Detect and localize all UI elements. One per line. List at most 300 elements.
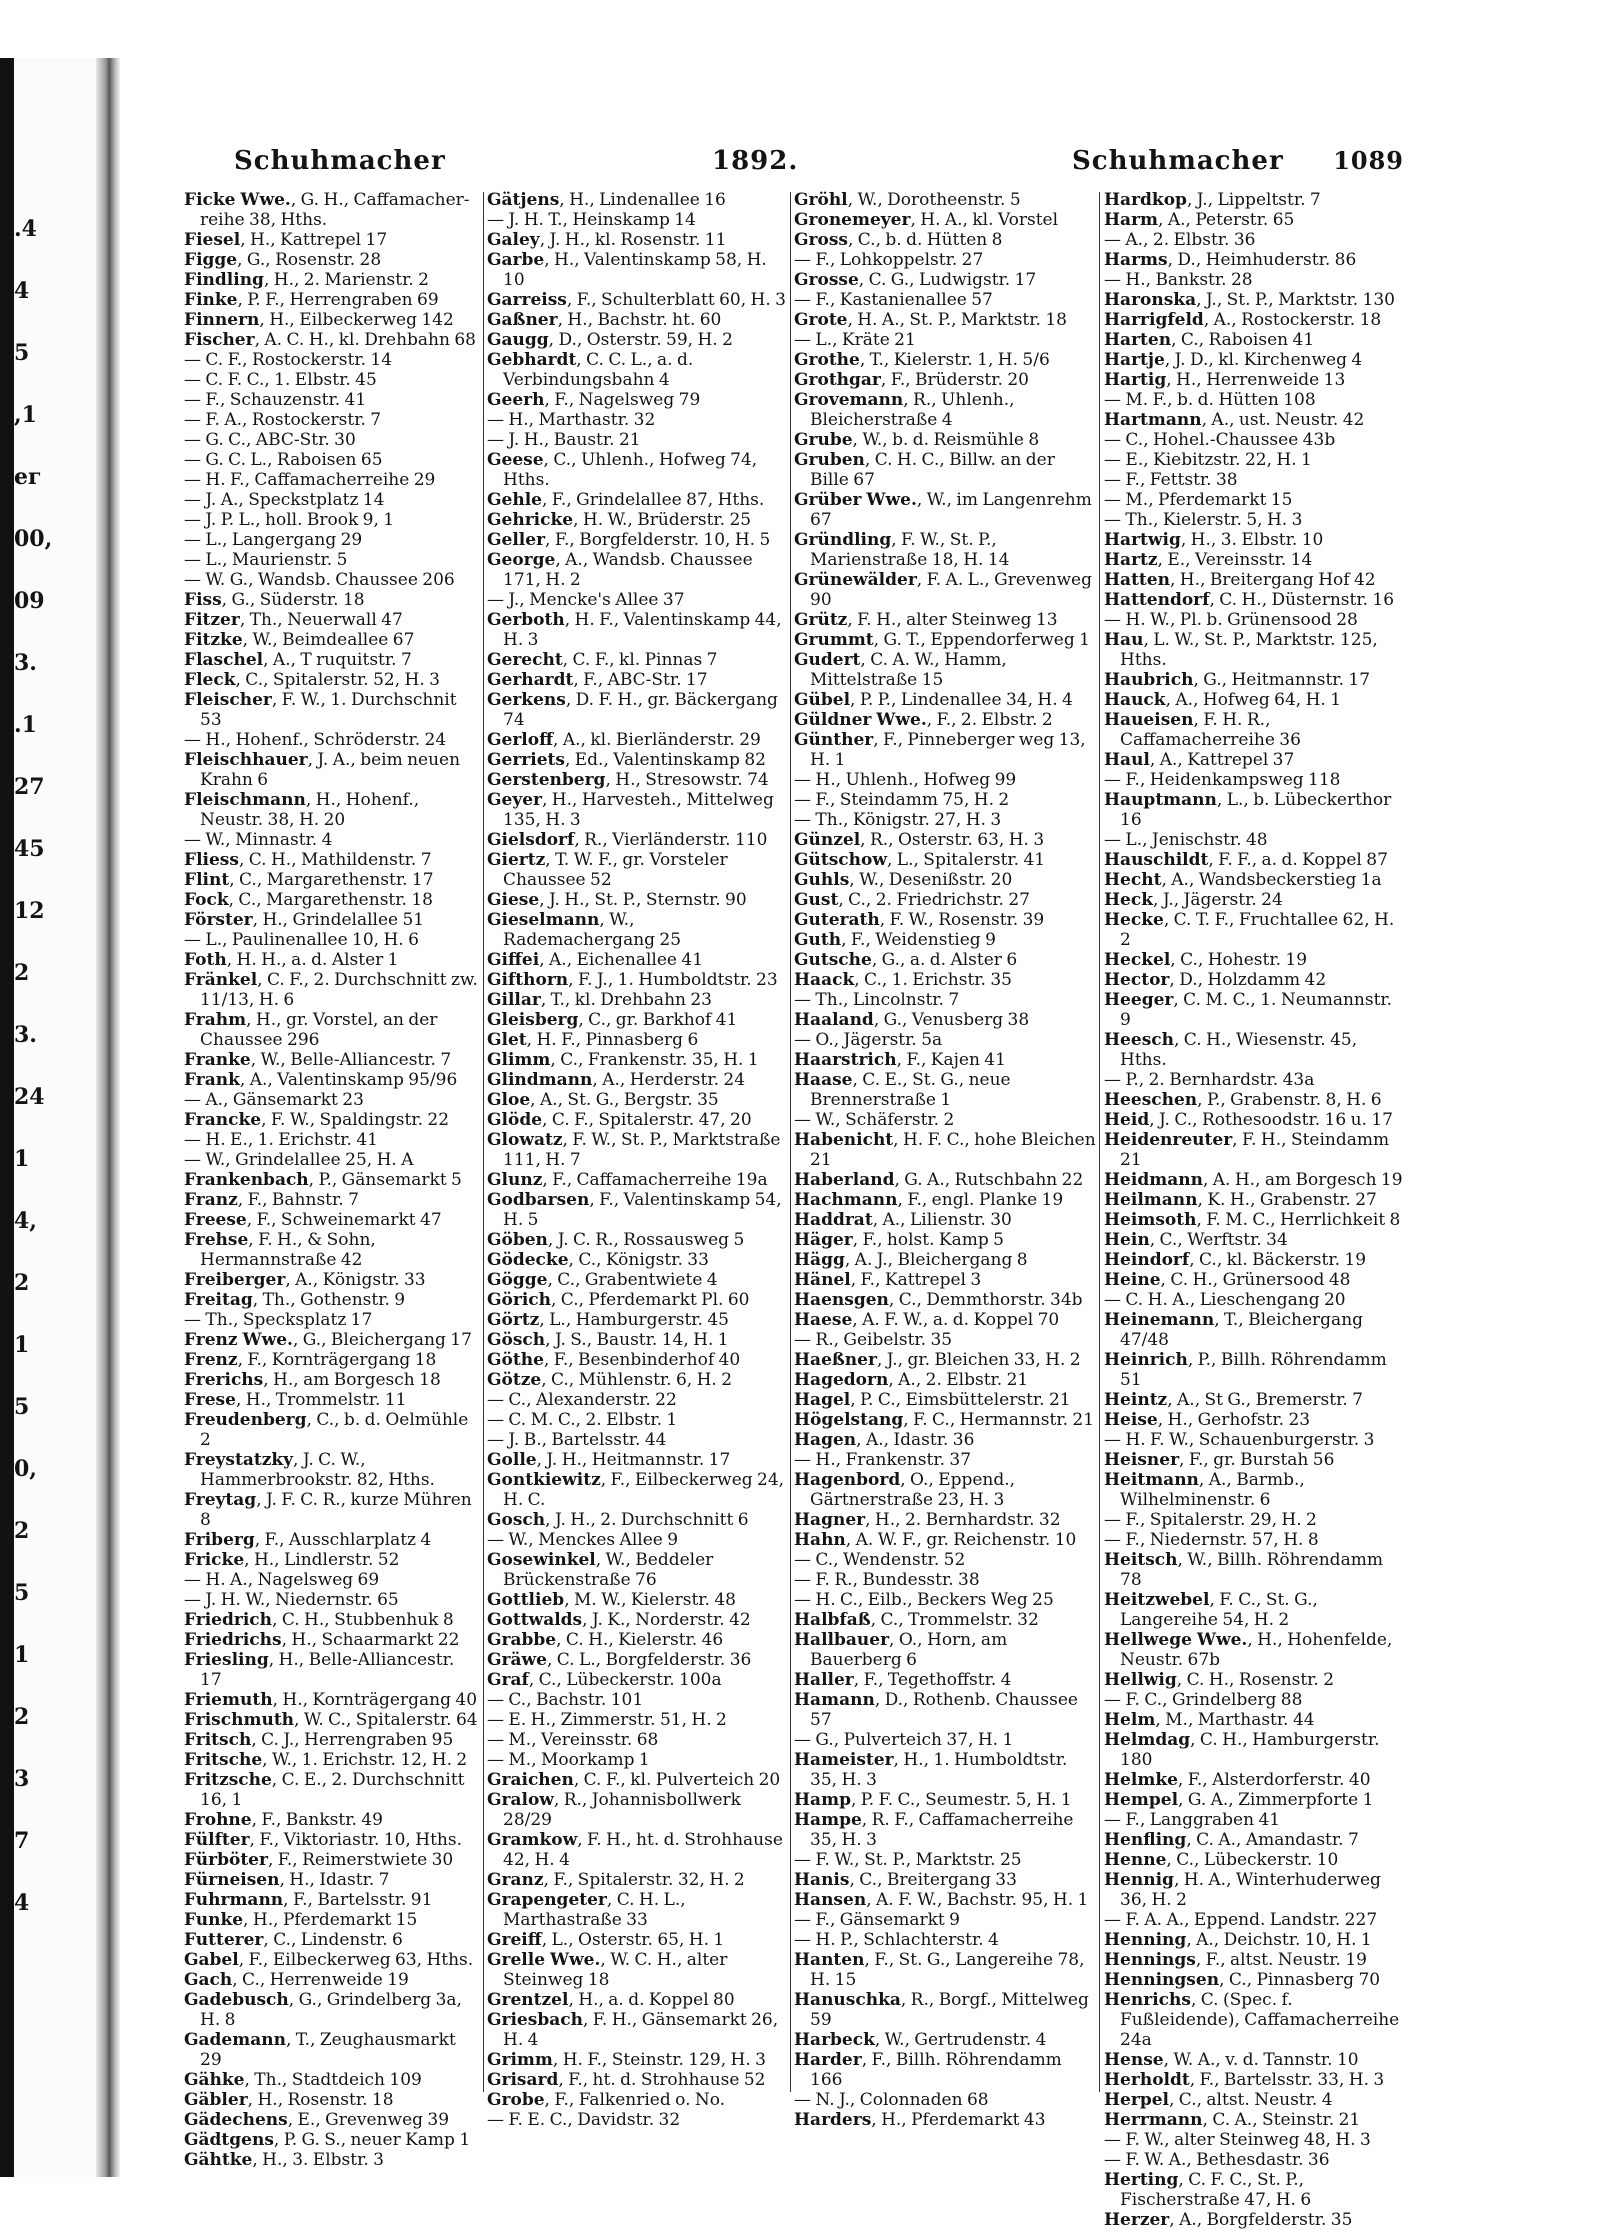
directory-entry: Haberland, G. A., Rutschbahn 22	[794, 1170, 1084, 1190]
directory-entry: Fischer, A. C. H., kl. Drehbahn 68	[184, 330, 476, 350]
directory-entry: — A., 2. Elbstr. 36	[1104, 230, 1256, 250]
directory-entry: Frahm, H., gr. Vorstel, an der Chaussee 296	[184, 1010, 438, 1050]
directory-entry: Hennig, H. A., Winterhuderweg 36, H. 2	[1104, 1870, 1381, 1910]
directory-entry: Grentzel, H., a. d. Koppel 80	[487, 1990, 735, 2010]
directory-entry: — H. F. W., Schauenburgerstr. 3	[1104, 1430, 1375, 1450]
directory-entry: Hartig, H., Herrenweide 13	[1104, 370, 1346, 390]
book-gutter	[96, 58, 120, 2177]
previous-page-fragment: 5	[14, 1394, 30, 1420]
directory-entry: Fritzsche, C. E., 2. Durchschnitt 16, 1	[184, 1770, 465, 1810]
column-rule	[790, 192, 791, 2092]
directory-entry: Heilmann, K. H., Grabenstr. 27	[1104, 1190, 1377, 1210]
directory-entry: Gerkens, D. F. H., gr. Bäckergang 74	[487, 690, 778, 730]
directory-entry: Glindmann, A., Herderstr. 24	[487, 1070, 746, 1090]
previous-page-fragment: 3	[14, 1766, 30, 1792]
previous-page-fragment: 45	[14, 836, 45, 862]
directory-entry: Hardkop, J., Lippeltstr. 7	[1104, 190, 1321, 210]
directory-entry: Hartwig, H., 3. Elbstr. 10	[1104, 530, 1324, 550]
directory-entry: Hägg, A. J., Bleichergang 8	[794, 1250, 1028, 1270]
directory-entry: Harms, D., Heimhuderstr. 86	[1104, 250, 1357, 270]
directory-entry: — N. J., Colonnaden 68	[794, 2090, 989, 2110]
directory-entry: Fürneisen, H., Idastr. 7	[184, 1870, 390, 1890]
column-rule	[1099, 192, 1100, 2092]
previous-page-fragment: 2	[14, 1518, 30, 1544]
directory-entry: — M. F., b. d. Hütten 108	[1104, 390, 1316, 410]
directory-entry: — G. C. L., Raboisen 65	[184, 450, 383, 470]
previous-page-fragment: 2	[14, 960, 30, 986]
previous-page-fragment: 3.	[14, 650, 37, 676]
previous-page-fragment: 5	[14, 340, 30, 366]
directory-entry: Haubrich, G., Heitmannstr. 17	[1104, 670, 1371, 690]
directory-page	[122, 92, 1420, 2230]
directory-entry: Hempel, G. A., Zimmerpforte 1	[1104, 1790, 1374, 1810]
directory-entry: Graichen, C. F., kl. Pulverteich 20	[487, 1770, 781, 1790]
directory-entry: — L., Jenischstr. 48	[1104, 830, 1268, 850]
previous-page-fragment: 2	[14, 1270, 30, 1296]
directory-entry: Golle, J. H., Heitmannstr. 17	[487, 1450, 731, 1470]
directory-entry: Franz, F., Bahnstr. 7	[184, 1190, 359, 1210]
previous-page-fragment: 3.	[14, 1022, 37, 1048]
directory-entry: Gadebusch, G., Grindelberg 3a, H. 8	[184, 1990, 462, 2030]
directory-entry: — F., Steindamm 75, H. 2	[794, 790, 1010, 810]
directory-entry: Figge, G., Rosenstr. 28	[184, 250, 382, 270]
directory-entry: — M., Moorkamp 1	[487, 1750, 650, 1770]
previous-page-fragment: 24	[14, 1084, 45, 1110]
directory-entry: Gerloff, A., kl. Bierländerstr. 29	[487, 730, 761, 750]
directory-entry: Hagner, H., 2. Bernhardstr. 32	[794, 1510, 1061, 1530]
directory-entry: Gädtgens, P. G. S., neuer Kamp 1	[184, 2130, 471, 2150]
directory-entry: Henrichs, C. (Spec. f. Fußleidende), Caffamacherreihe 24a	[1104, 1990, 1400, 2050]
directory-entry: Hattendorf, C. H., Düsternstr. 16	[1104, 590, 1395, 610]
directory-entry: — L., Maurienstr. 5	[184, 550, 348, 570]
directory-entry: Gebhardt, C. C. L., a. d. Verbindungsbahn 4	[487, 350, 694, 390]
directory-entry: — W., Schäferstr. 2	[794, 1110, 955, 1130]
directory-entry: Gontkiewitz, F., Eilbeckerweg 24, H. C.	[487, 1470, 785, 1510]
directory-entry: Frerichs, H., am Borgesch 18	[184, 1370, 441, 1390]
directory-entry: Friedrich, C. H., Stubbenhuk 8	[184, 1610, 454, 1630]
directory-entry: Heindorf, C., kl. Bäckerstr. 19	[1104, 1250, 1367, 1270]
directory-entry: Güldner Wwe., F., 2. Elbstr. 2	[794, 710, 1053, 730]
directory-entry: — W., Grindelallee 25, H. A	[184, 1150, 414, 1170]
directory-entry: Freitag, Th., Gothenstr. 9	[184, 1290, 406, 1310]
directory-entry: Fürböter, F., Reimerstwiete 30	[184, 1850, 454, 1870]
directory-entry: — H., Hohenf., Schröderstr. 24	[184, 730, 447, 750]
directory-entry: Förster, H., Grindelallee 51	[184, 910, 425, 930]
directory-entry: Hein, C., Werftstr. 34	[1104, 1230, 1288, 1250]
directory-entry: Heine, C. H., Grünersood 48	[1104, 1270, 1351, 1290]
directory-entry: Heise, H., Gerhofstr. 23	[1104, 1410, 1311, 1430]
directory-entry: Frankenbach, P., Gänsemarkt 5	[184, 1170, 462, 1190]
directory-entry: — H., Bankstr. 28	[1104, 270, 1253, 290]
directory-entry: Frank, A., Valentinskamp 95/96	[184, 1070, 458, 1090]
directory-entry: Hagedorn, A., 2. Elbstr. 21	[794, 1370, 1029, 1390]
directory-entry: Haul, A., Kattrepel 37	[1104, 750, 1295, 770]
directory-entry: Frenz Wwe., G., Bleichergang 17	[184, 1330, 472, 1350]
directory-entry: Gillar, T., kl. Drehbahn 23	[487, 990, 712, 1010]
directory-entry: Gielsdorf, R., Vierländerstr. 110	[487, 830, 768, 850]
directory-entry: Fritsche, W., 1. Erichstr. 12, H. 2	[184, 1750, 468, 1770]
directory-entry: — J. H., Baustr. 21	[487, 430, 641, 450]
column-2	[487, 190, 787, 2130]
directory-entry: Glet, H. F., Pinnasberg 6	[487, 1030, 699, 1050]
directory-entry: — E. H., Zimmerstr. 51, H. 2	[487, 1710, 727, 1730]
directory-entry: Herpel, C., altst. Neustr. 4	[1104, 2090, 1333, 2110]
header-right-title: Schuhmacher	[1072, 146, 1284, 176]
directory-entry: Hallbauer, O., Horn, am Bauerberg 6	[794, 1630, 1008, 1670]
directory-entry: Heintz, A., St G., Bremerstr. 7	[1104, 1390, 1363, 1410]
directory-entry: Gösch, J. S., Baustr. 14, H. 1	[487, 1330, 729, 1350]
directory-entry: — O., Jägerstr. 5a	[794, 1030, 943, 1050]
directory-entry: Hau, L. W., St. P., Marktstr. 125, Hths.	[1104, 630, 1378, 670]
directory-entry: Herholdt, F., Bartelsstr. 33, H. 3	[1104, 2070, 1385, 2090]
directory-entry: — J. P. L., holl. Brook 9, 1	[184, 510, 395, 530]
directory-entry: Fiss, G., Süderstr. 18	[184, 590, 365, 610]
directory-entry: — E., Kiebitzstr. 22, H. 1	[1104, 450, 1312, 470]
directory-entry: Fleck, C., Spitalerstr. 52, H. 3	[184, 670, 440, 690]
directory-entry: Haddrat, A., Lilienstr. 30	[794, 1210, 1012, 1230]
directory-entry: Heck, J., Jägerstr. 24	[1104, 890, 1283, 910]
directory-entry: — M., Vereinsstr. 68	[487, 1730, 659, 1750]
previous-page-fragment: 5	[14, 1580, 30, 1606]
previous-page-fragment: 09	[14, 588, 45, 614]
directory-entry: Gross, C., b. d. Hütten 8	[794, 230, 1003, 250]
directory-entry: Gruben, C. H. C., Billw. an der Bille 67	[794, 450, 1055, 490]
directory-entry: Heeger, C. M. C., 1. Neumannstr. 9	[1104, 990, 1393, 1030]
directory-entry: Gründling, F. W., St. P., Marienstraße 18, H. 14	[794, 530, 1010, 570]
directory-entry: — C., Hohel.-Chaussee 43b	[1104, 430, 1336, 450]
directory-entry: Haack, C., 1. Erichstr. 35	[794, 970, 1012, 990]
directory-entry: Friesling, H., Belle-Alliancestr. 17	[184, 1650, 455, 1690]
directory-entry: Fitzer, Th., Neuerwall 47	[184, 610, 403, 630]
directory-entry: Giertz, T. W. F., gr. Vorsteler Chaussee 52	[487, 850, 728, 890]
directory-entry: Flint, C., Margarethenstr. 17	[184, 870, 434, 890]
directory-entry: Hänel, F., Kattrepel 3	[794, 1270, 982, 1290]
directory-entry: Geller, F., Borgfelderstr. 10, H. 5	[487, 530, 771, 550]
directory-entry: Grütz, F. H., alter Steinweg 13	[794, 610, 1058, 630]
directory-entry: Grelle Wwe., W. C. H., alter Steinweg 18	[487, 1950, 728, 1990]
directory-entry: Gerriets, Ed., Valentinskamp 82	[487, 750, 766, 770]
directory-entry: — C., Alexanderstr. 22	[487, 1390, 677, 1410]
previous-page-fragment: 27	[14, 774, 45, 800]
directory-entry: Grabbe, C. H., Kielerstr. 46	[487, 1630, 724, 1650]
directory-entry: Guhls, W., Desenißstr. 20	[794, 870, 1013, 890]
previous-page-fragment: .4	[14, 216, 37, 242]
directory-entry: Gosch, J. H., 2. Durchschnitt 6	[487, 1510, 749, 1530]
directory-entry: — L., Kräte 21	[794, 330, 916, 350]
directory-entry: Habenicht, H. F. C., hohe Bleichen 21	[794, 1130, 1096, 1170]
column-rule	[483, 192, 484, 2092]
directory-entry: — G. C., ABC-Str. 30	[184, 430, 356, 450]
directory-entry: — C. F., Rostockerstr. 14	[184, 350, 393, 370]
directory-entry: — H. F., Caffamacherreihe 29	[184, 470, 436, 490]
directory-entry: Friemuth, H., Kornträgergang 40	[184, 1690, 478, 1710]
directory-entry: — J. H. T., Heinskamp 14	[487, 210, 696, 230]
directory-entry: — F., Gänsemarkt 9	[794, 1910, 960, 1930]
directory-entry: — F., Niedernstr. 57, H. 8	[1104, 1530, 1319, 1550]
directory-entry: Grapengeter, C. H. L., Marthastraße 33	[487, 1890, 686, 1930]
directory-entry: — J., Mencke's Allee 37	[487, 590, 685, 610]
directory-entry: Heimsoth, F. M. C., Herrlichkeit 8	[1104, 1210, 1401, 1230]
directory-entry: Gögge, C., Grabentwiete 4	[487, 1270, 718, 1290]
directory-entry: Hecke, C. T. F., Fruchtallee 62, H. 2	[1104, 910, 1395, 950]
directory-entry: — H. C., Eilb., Beckers Weg 25	[794, 1590, 1054, 1610]
directory-entry: Harten, C., Raboisen 41	[1104, 330, 1315, 350]
directory-entry: Finnern, H., Eilbeckerweg 142	[184, 310, 454, 330]
directory-entry: Hagen, A., Idastr. 36	[794, 1430, 975, 1450]
directory-entry: Guterath, F. W., Rosenstr. 39	[794, 910, 1045, 930]
directory-entry: Finke, P. F., Herrengraben 69	[184, 290, 439, 310]
directory-entry: Heckel, C., Hohestr. 19	[1104, 950, 1308, 970]
directory-entry: Hartz, E., Vereinsstr. 14	[1104, 550, 1313, 570]
directory-entry: Fritsch, C. J., Herrengraben 95	[184, 1730, 454, 1750]
directory-entry: Gehricke, H. W., Brüderstr. 25	[487, 510, 752, 530]
directory-entry: Gaßner, H., Bachstr. ht. 60	[487, 310, 722, 330]
directory-entry: Gräwe, C. L., Borgfelderstr. 36	[487, 1650, 752, 1670]
directory-entry: Gödecke, C., Königstr. 33	[487, 1250, 709, 1270]
directory-entry: Griesbach, F. H., Gänsemarkt 26, H. 4	[487, 2010, 779, 2050]
header-year: 1892.	[712, 146, 799, 176]
directory-entry: Gach, C., Herrenweide 19	[184, 1970, 409, 1990]
directory-entry: — Th., Lincolnstr. 7	[794, 990, 960, 1010]
directory-entry: Hanten, F., St. G., Langereihe 78, H. 15	[794, 1950, 1085, 1990]
directory-entry: Hatten, H., Breitergang Hof 42	[1104, 570, 1376, 590]
directory-entry: — C., Bachstr. 101	[487, 1690, 644, 1710]
directory-entry: Harbeck, W., Gertrudenstr. 4	[794, 2030, 1047, 2050]
directory-entry: Freytag, J. F. C. R., kurze Mühren 8	[184, 1490, 472, 1530]
directory-entry: Glimm, C., Frankenstr. 35, H. 1	[487, 1050, 759, 1070]
directory-entry: Hagel, P. C., Eimsbüttelerstr. 21	[794, 1390, 1071, 1410]
directory-entry: — F., Heidenkampsweg 118	[1104, 770, 1341, 790]
page-margin-right	[1420, 92, 1600, 2177]
directory-entry: Grote, H. A., St. P., Marktstr. 18	[794, 310, 1067, 330]
directory-entry: — F., Schauzenstr. 41	[184, 390, 367, 410]
directory-entry: Grüber Wwe., W., im Langenrehm 67	[794, 490, 1092, 530]
directory-entry: Görtz, L., Hamburgerstr. 45	[487, 1310, 729, 1330]
directory-entry: Heitzwebel, F. C., St. G., Langereihe 54, H. 2	[1104, 1590, 1318, 1630]
directory-entry: — C. M. C., 2. Elbstr. 1	[487, 1410, 678, 1430]
directory-entry: Gerhardt, F., ABC-Str. 17	[487, 670, 708, 690]
previous-page-fragment: ег	[14, 464, 42, 490]
directory-entry: Ficke Wwe., G. H., Caffamacher-reihe 38, Hths.	[184, 190, 470, 230]
directory-entry: Gabel, F., Eilbeckerweg 63, Hths.	[184, 1950, 474, 1970]
directory-entry: Garbe, H., Valentinskamp 58, H. 10	[487, 250, 767, 290]
previous-page-fragment: .1	[14, 712, 37, 738]
directory-entry: Hagenbord, O., Eppend., Gärtnerstraße 23, H. 3	[794, 1470, 1016, 1510]
column-1	[184, 190, 480, 2170]
directory-entry: Hauck, A., Hofweg 64, H. 1	[1104, 690, 1342, 710]
directory-entry: — H., Frankenstr. 37	[794, 1450, 972, 1470]
directory-entry: Granz, F., Spitalerstr. 32, H. 2	[487, 1870, 745, 1890]
directory-entry: Hector, D., Holzdamm 42	[1104, 970, 1327, 990]
directory-entry: Grisard, F., ht. d. Strohhause 52	[487, 2070, 766, 2090]
directory-entry: Freiberger, A., Königstr. 33	[184, 1270, 426, 1290]
directory-entry: — L., Paulinenallee 10, H. 6	[184, 930, 419, 950]
directory-entry: Hennings, F., altst. Neustr. 19	[1104, 1950, 1367, 1970]
previous-page-fragment: 4	[14, 1890, 30, 1916]
directory-entry: Funke, H., Pferdemarkt 15	[184, 1910, 418, 1930]
directory-entry: Hellwig, C. H., Rosenstr. 2	[1104, 1670, 1335, 1690]
running-header	[182, 146, 1404, 186]
directory-entry: — H. E., 1. Erichstr. 41	[184, 1130, 378, 1150]
directory-entry: — H., Uhlenh., Hofweg 99	[794, 770, 1017, 790]
directory-entry: — H. W., Pl. b. Grünensood 28	[1104, 610, 1358, 630]
directory-entry: — W., Minnastr. 4	[184, 830, 333, 850]
directory-entry: — F., Lohkoppelstr. 27	[794, 250, 984, 270]
directory-entry: Heinrich, P., Billh. Röhrendamm 51	[1104, 1350, 1387, 1390]
directory-entry: Fuhrmann, F., Bartelsstr. 91	[184, 1890, 433, 1910]
directory-entry: Gähke, Th., Stadtdeich 109	[184, 2070, 422, 2090]
directory-entry: Friberg, F., Ausschlarplatz 4	[184, 1530, 432, 1550]
page-number: 1089	[1333, 146, 1404, 175]
directory-entry: Heidenreuter, F. H., Steindamm 21	[1104, 1130, 1390, 1170]
directory-entry: Freudenberg, C., b. d. Oelmühle 2	[184, 1410, 469, 1450]
directory-entry: Hauptmann, L., b. Lübeckerthor 16	[1104, 790, 1392, 830]
directory-entry: — G., Pulverteich 37, H. 1	[794, 1730, 1014, 1750]
directory-entry: Frehse, F. H., & Sohn, Hermannstraße 42	[184, 1230, 376, 1270]
directory-entry: — M., Pferdemarkt 15	[1104, 490, 1293, 510]
directory-entry: Harders, H., Pferdemarkt 43	[794, 2110, 1046, 2130]
directory-entry: Grube, W., b. d. Reismühle 8	[794, 430, 1040, 450]
directory-entry: — F., Kastanienallee 57	[794, 290, 993, 310]
directory-entry: Göben, J. C. R., Rossausweg 5	[487, 1230, 745, 1250]
directory-entry: Hartje, J. D., kl. Kirchenweg 4	[1104, 350, 1363, 370]
directory-entry: Gehle, F., Grindelallee 87, Hths.	[487, 490, 765, 510]
directory-entry: — L., Langergang 29	[184, 530, 363, 550]
directory-entry: Frischmuth, W. C., Spitalerstr. 64	[184, 1710, 478, 1730]
directory-entry: Gieselmann, W., Rademachergang 25	[487, 910, 682, 950]
directory-entry: Herrmann, C. A., Steinstr. 21	[1104, 2110, 1361, 2130]
directory-entry: Heisner, F., gr. Burstah 56	[1104, 1450, 1335, 1470]
directory-entry: — F. W., St. P., Marktstr. 25	[794, 1850, 1022, 1870]
directory-entry: Hauschildt, F. F., a. d. Koppel 87	[1104, 850, 1388, 870]
directory-entry: — F. W. A., Bethesdastr. 36	[1104, 2150, 1330, 2170]
column-4	[1104, 190, 1406, 2230]
directory-entry: — F. A., Rostockerstr. 7	[184, 410, 382, 430]
directory-entry: — Th., Kielerstr. 5, H. 3	[1104, 510, 1303, 530]
directory-entry: — H. A., Nagelsweg 69	[184, 1570, 380, 1590]
header-left-title: Schuhmacher	[234, 146, 446, 176]
directory-entry: Gerstenberg, H., Stresowstr. 74	[487, 770, 769, 790]
directory-entry: Guth, F., Weidenstieg 9	[794, 930, 996, 950]
directory-entry: Helmke, F., Alsterdorferstr. 40	[1104, 1770, 1371, 1790]
directory-entry: Frenz, F., Kornträgergang 18	[184, 1350, 437, 1370]
directory-entry: Geerh, F., Nagelsweg 79	[487, 390, 701, 410]
directory-entry: Görich, C., Pferdemarkt Pl. 60	[487, 1290, 750, 1310]
directory-entry: Hansen, A. F. W., Bachstr. 95, H. 1	[794, 1890, 1089, 1910]
previous-page-fragment: 00,	[14, 526, 53, 552]
directory-entry: Henne, C., Lübeckerstr. 10	[1104, 1850, 1339, 1870]
directory-entry: Fiesel, H., Kattrepel 17	[184, 230, 388, 250]
directory-entry: Greiff, L., Osterstr. 65, H. 1	[487, 1930, 725, 1950]
directory-entry: Gademann, T., Zeughausmarkt 29	[184, 2030, 456, 2070]
directory-entry: Godbarsen, F., Valentinskamp 54, H. 5	[487, 1190, 782, 1230]
directory-entry: Garreiss, F., Schulterblatt 60, H. 3	[487, 290, 786, 310]
directory-entry: Gudert, C. A. W., Hamm, Mittelstraße 15	[794, 650, 1007, 690]
directory-entry: Grummt, G. T., Eppendorferweg 1	[794, 630, 1090, 650]
directory-entry: Herting, C. F. C., St. P., Fischerstraße 47, H. 6	[1104, 2170, 1312, 2210]
directory-entry: Fock, C., Margarethenstr. 18	[184, 890, 433, 910]
directory-entry: Göthe, F., Besenbinderhof 40	[487, 1350, 741, 1370]
directory-entry: Fliess, C. H., Mathildenstr. 7	[184, 850, 432, 870]
directory-entry: Freese, F., Schweinemarkt 47	[184, 1210, 442, 1230]
directory-entry: Gronemeyer, H. A., kl. Vorstel	[794, 210, 1059, 230]
directory-entry: Fleischhauer, J. A., beim neuen Krahn 6	[184, 750, 461, 790]
previous-page-fragment: 4	[14, 278, 30, 304]
directory-entry: Gutsche, G., a. d. Alster 6	[794, 950, 1018, 970]
directory-entry: — F., Fettstr. 38	[1104, 470, 1238, 490]
directory-entry: — F. C., Grindelberg 88	[1104, 1690, 1303, 1710]
directory-entry: Harrigfeld, A., Rostockerstr. 18	[1104, 310, 1382, 330]
directory-entry: Heidmann, A. H., am Borgesch 19	[1104, 1170, 1403, 1190]
directory-entry: Grünewälder, F. A. L., Grevenweg 90	[794, 570, 1093, 610]
directory-entry: — F. W., alter Steinweg 48, H. 3	[1104, 2130, 1371, 2150]
directory-entry: Hartmann, A., ust. Neustr. 42	[1104, 410, 1365, 430]
directory-entry: — C., Wendenstr. 52	[794, 1550, 966, 1570]
previous-page-fragment: 1	[14, 1642, 30, 1668]
directory-entry: Gleisberg, C., gr. Barkhof 41	[487, 1010, 738, 1030]
directory-entry: Grobe, F., Falkenried o. No.	[487, 2090, 726, 2110]
directory-entry: Haase, C. E., St. G., neue Brennerstraße 1	[794, 1070, 1011, 1110]
directory-entry: — A., Gänsemarkt 23	[184, 1090, 364, 1110]
directory-entry: Hamp, P. F. C., Seumestr. 5, H. 1	[794, 1790, 1072, 1810]
directory-entry: Gramkow, F. H., ht. d. Strohhause 42, H. 4	[487, 1830, 783, 1870]
directory-entry: Heinemann, T., Bleichergang 47/48	[1104, 1310, 1364, 1350]
directory-entry: Haese, A. F. W., a. d. Koppel 70	[794, 1310, 1060, 1330]
directory-entry: Grimm, H. F., Steinstr. 129, H. 3	[487, 2050, 766, 2070]
directory-entry: Henfling, C. A., Amandastr. 7	[1104, 1830, 1359, 1850]
directory-entry: — J. H. W., Niedernstr. 65	[184, 1590, 399, 1610]
directory-entry: Hanuschka, R., Borgf., Mittelweg 59	[794, 1990, 1089, 2030]
previous-page-fragment: 12	[14, 898, 45, 924]
directory-entry: — H., Marthastr. 32	[487, 410, 656, 430]
previous-page-fragment: 1	[14, 1146, 30, 1172]
directory-entry: Frohne, F., Bankstr. 49	[184, 1810, 383, 1830]
directory-entry: Giese, J. H., St. P., Sternstr. 90	[487, 890, 747, 910]
directory-entry: Hanis, C., Breitergang 33	[794, 1870, 1017, 1890]
directory-entry: Gädechens, E., Grevenweg 39	[184, 2110, 450, 2130]
directory-entry: — W., Menckes Allee 9	[487, 1530, 679, 1550]
previous-page-fragment: 2	[14, 1704, 30, 1730]
directory-entry: Hampe, R. F., Caffamacherreihe 35, H. 3	[794, 1810, 1074, 1850]
directory-entry: — C. H. A., Lieschengang 20	[1104, 1290, 1346, 1310]
directory-entry: Gätjens, H., Lindenallee 16	[487, 190, 726, 210]
directory-entry: Findling, H., 2. Marienstr. 2	[184, 270, 429, 290]
directory-entry: — W. G., Wandsb. Chaussee 206	[184, 570, 455, 590]
directory-entry: Hecht, A., Wandsbeckerstieg 1a	[1104, 870, 1382, 890]
directory-entry: Heitmann, A., Barmb., Wilhelminenstr. 6	[1104, 1470, 1305, 1510]
directory-entry: Gralow, R., Johannisbollwerk 28/29	[487, 1790, 741, 1830]
directory-entry: Glowatz, F. W., St. P., Marktstraße 111, H. 7	[487, 1130, 781, 1170]
directory-entry: Haeßner, J., gr. Bleichen 33, H. 2	[794, 1350, 1081, 1370]
directory-entry: Glunz, F., Caffamacherreihe 19a	[487, 1170, 768, 1190]
directory-entry: — P., 2. Bernhardstr. 43a	[1104, 1070, 1315, 1090]
directory-entry: Gübel, P. P., Lindenallee 34, H. 4	[794, 690, 1073, 710]
directory-entry: Halbfaß, C., Trommelstr. 32	[794, 1610, 1039, 1630]
directory-entry: Giffei, A., Eichenallee 41	[487, 950, 704, 970]
directory-entry: George, A., Wandsb. Chaussee 171, H. 2	[487, 550, 753, 590]
directory-entry: Francke, F. W., Spaldingstr. 22	[184, 1110, 450, 1130]
directory-columns	[184, 190, 1404, 2230]
directory-entry: — F., Langgraben 41	[1104, 1810, 1281, 1830]
directory-entry: Friedrichs, H., Schaarmarkt 22	[184, 1630, 460, 1650]
column-3	[794, 190, 1097, 2130]
directory-entry: Häger, F., holst. Kamp 5	[794, 1230, 1004, 1250]
directory-entry: Heid, J. C., Rothesoodstr. 16 u. 17	[1104, 1110, 1393, 1130]
directory-entry: Glöde, C. F., Spitalerstr. 47, 20	[487, 1110, 752, 1130]
directory-entry: Gäbler, H., Rosenstr. 18	[184, 2090, 394, 2110]
directory-entry: — Th., Specksplatz 17	[184, 1310, 373, 1330]
directory-entry: Grothe, T., Kielerstr. 1, H. 5/6	[794, 350, 1050, 370]
